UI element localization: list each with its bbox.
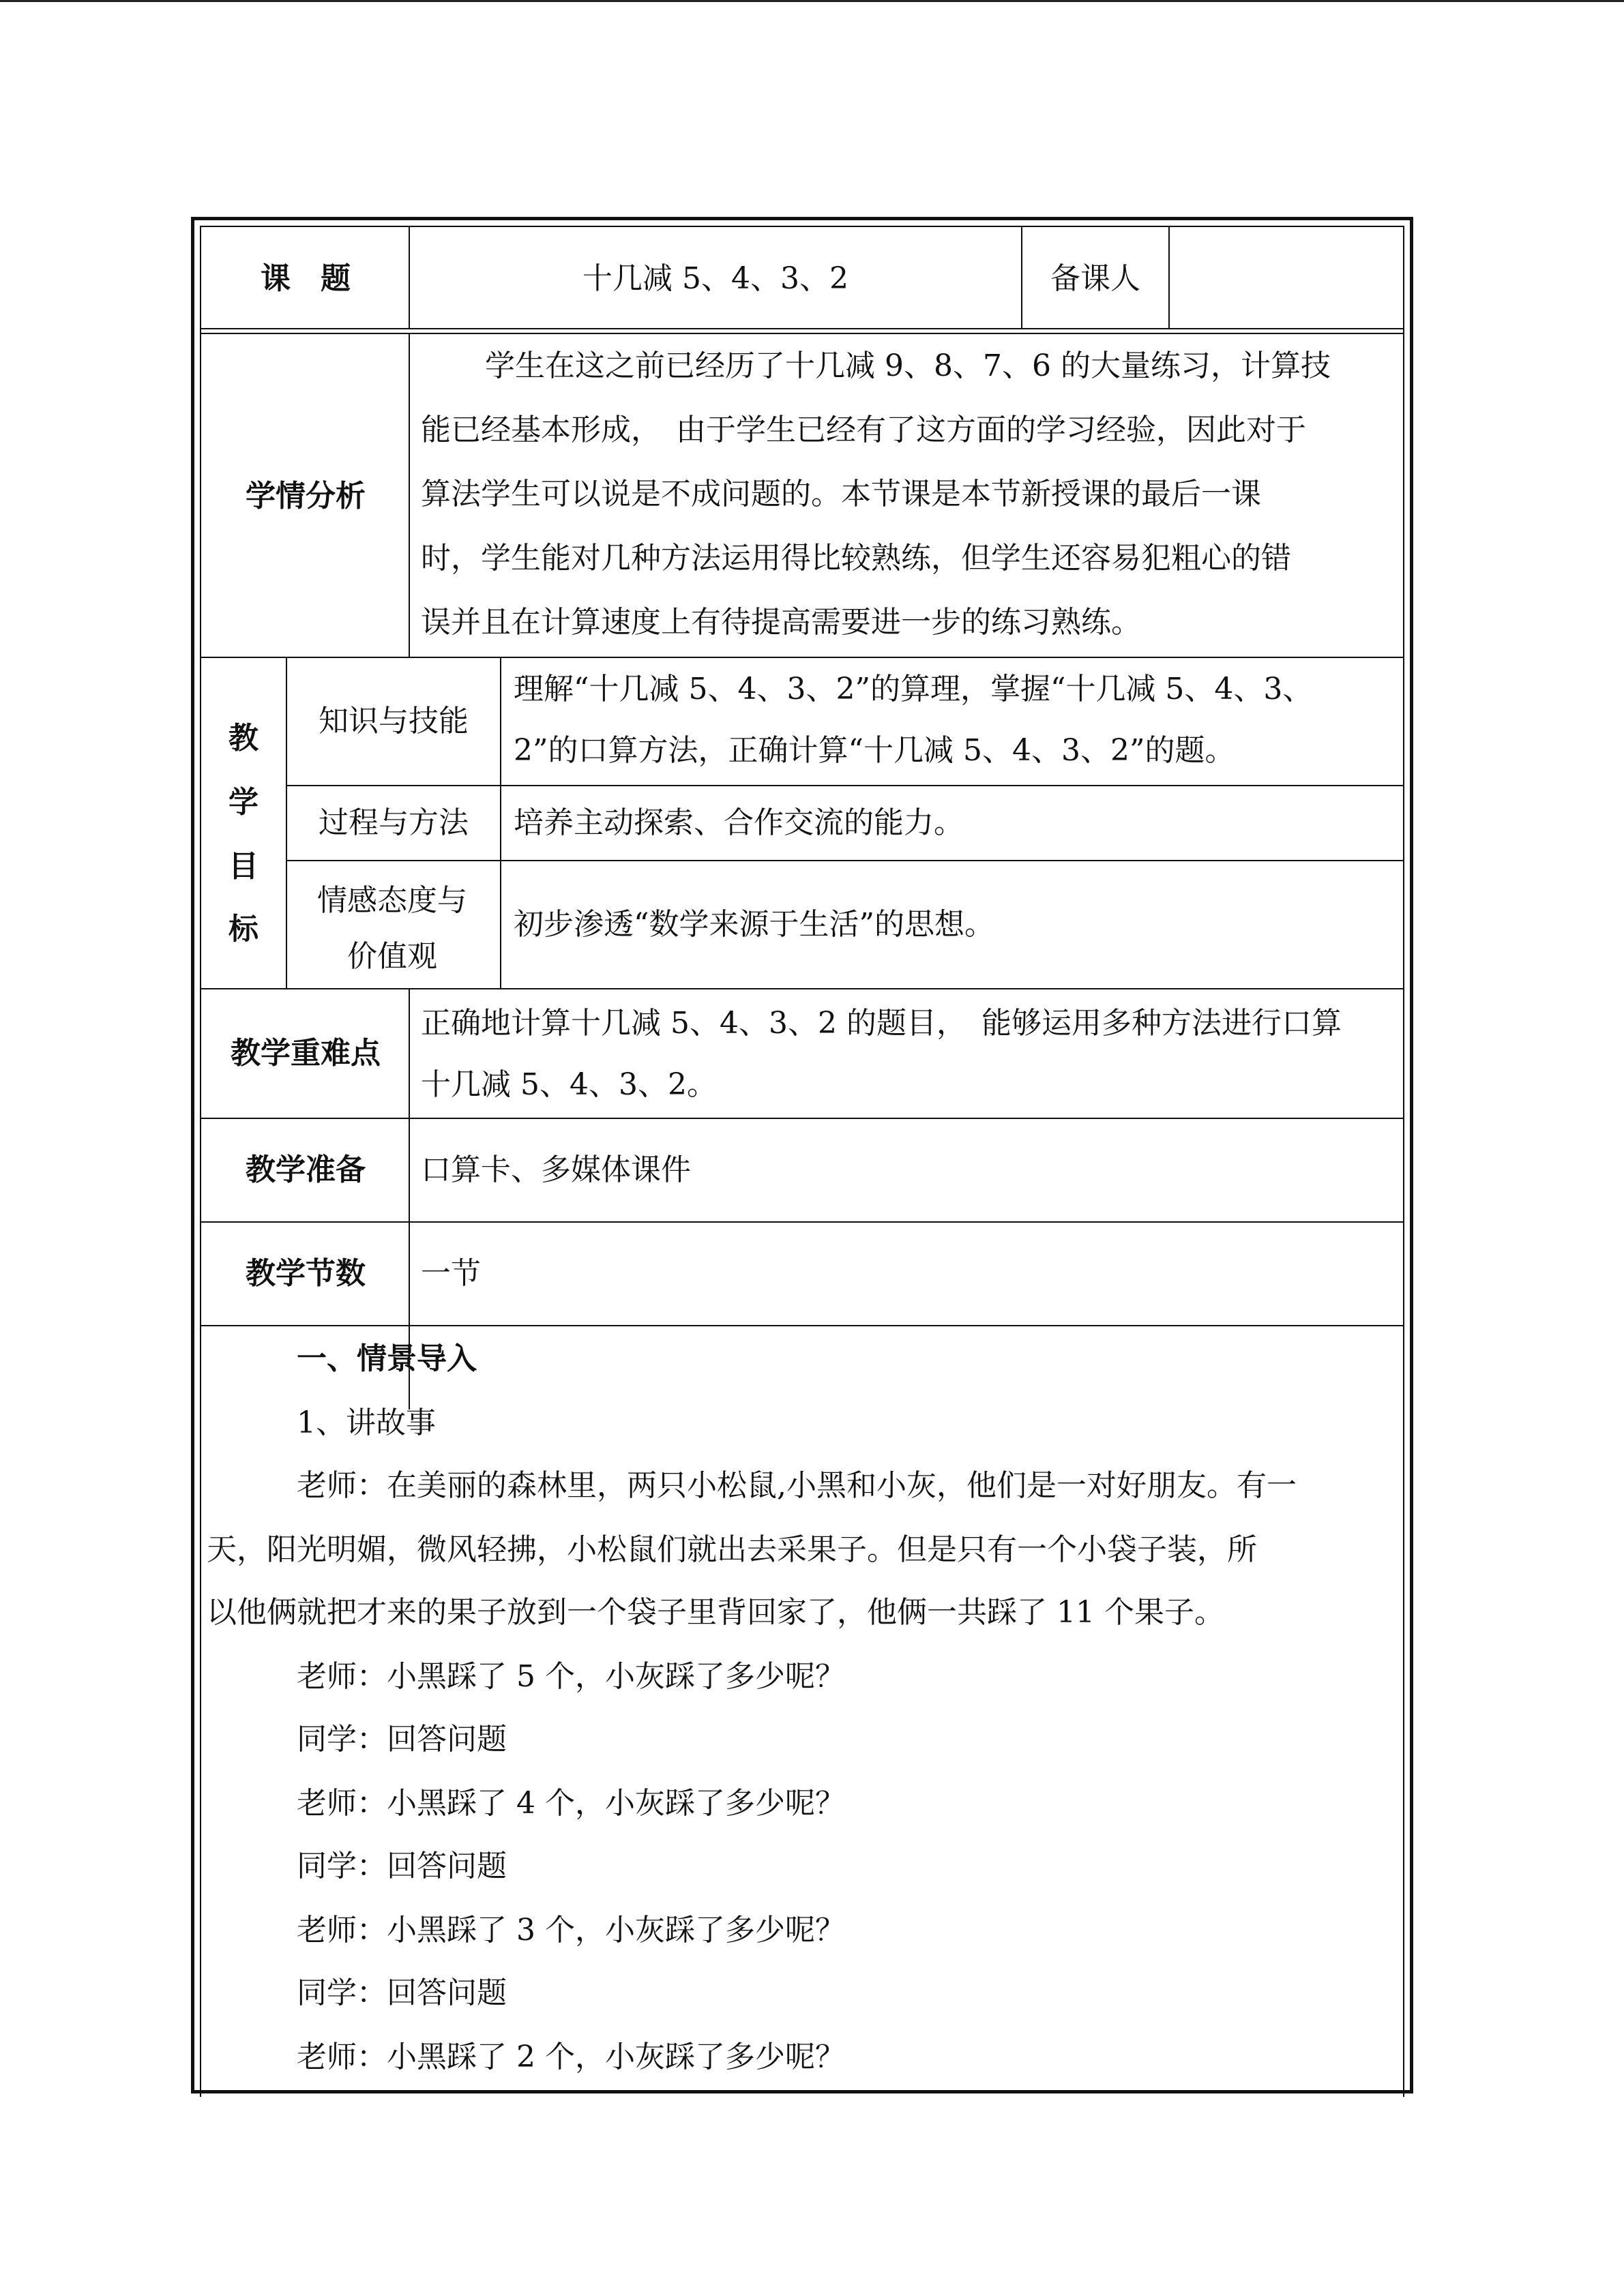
process-label xyxy=(287,786,500,860)
emotion-label-line-1: 情感态度与 xyxy=(317,883,467,918)
student-analysis-label-text: 学情分析 xyxy=(246,479,366,513)
analysis-line-1: 学生在这之前已经历了十几减 9、8、7、6 的大量练习，计算技 xyxy=(485,348,1331,383)
goals-char-4: 标 xyxy=(228,912,259,946)
knowledge-line-1: 理解“十几减 5、4、3、2”的算理，掌握“十几减 5、4、3、 xyxy=(514,672,1313,706)
analysis-line-5: 误并且在计算速度上有待提高需要进一步的练习熟练。 xyxy=(421,605,1141,640)
analysis-line-4: 时，学生能对几种方法运用得比较熟练，但学生还容易犯粗心的错 xyxy=(421,541,1291,576)
emotion-text-value: 初步渗透“数学来源于生活”的思想。 xyxy=(514,907,994,942)
dialogue-line-2: 同学：回答问题 xyxy=(297,1722,507,1757)
preparation-label xyxy=(203,1119,409,1221)
story-line-1: 老师：在美丽的森林里，两只小松鼠,小黑和小灰，他们是一对好朋友。有一 xyxy=(297,1468,1297,1503)
knowledge-label-text: 知识与技能 xyxy=(319,704,469,739)
preparer-value[interactable] xyxy=(1170,228,1402,329)
periods-text xyxy=(410,1223,1406,1325)
section-subheading: 1、讲故事 xyxy=(297,1405,436,1440)
periods-label xyxy=(203,1223,409,1325)
topic-value-text: 十几减 5、4、3、2 xyxy=(582,261,848,296)
teaching-goals-label xyxy=(203,658,286,988)
analysis-line-2: 能已经基本形成， 由于学生已经有了这方面的学习经验，因此对于 xyxy=(421,413,1306,447)
topic-label-text: 课 题 xyxy=(261,261,351,296)
dialogue-line-3: 老师：小黑踩了 4 个，小灰踩了多少呢？ xyxy=(297,1786,845,1821)
dialogue-line-6: 同学：回答问题 xyxy=(297,1976,507,2010)
knowledge-line-2: 2”的口算方法，正确计算“十几减 5、4、3、2”的题。 xyxy=(514,733,1235,768)
process-text xyxy=(501,786,1406,860)
knowledge-label xyxy=(287,658,500,785)
key-points-line-2: 十几减 5、4、3、2。 xyxy=(421,1067,717,1102)
preparation-text-value: 口算卡、多媒体课件 xyxy=(421,1152,691,1187)
preparation-text xyxy=(410,1119,1406,1221)
emotion-text xyxy=(501,861,1406,988)
periods-label-text: 教学节数 xyxy=(246,1256,366,1291)
analysis-line-3: 算法学生可以说是不成问题的。本节课是本节新授课的最后一课 xyxy=(421,477,1261,511)
preparer-label xyxy=(1022,228,1168,329)
key-points-label xyxy=(203,989,409,1118)
lesson-process xyxy=(203,1326,1403,2090)
dialogue-line-1: 老师：小黑踩了 5 个，小灰踩了多少呢？ xyxy=(297,1659,845,1694)
topic-value xyxy=(410,228,1021,329)
process-label-text: 过程与方法 xyxy=(319,805,469,840)
lesson-plan-table xyxy=(191,217,1413,2093)
key-points-label-text: 教学重难点 xyxy=(231,1036,381,1071)
dialogue-line-5: 老师：小黑踩了 3 个，小灰踩了多少呢？ xyxy=(297,1913,845,1948)
topic-label xyxy=(203,228,409,329)
emotion-label-line-2: 价值观 xyxy=(347,939,437,974)
student-analysis-text xyxy=(410,336,1406,657)
dialogue-line-4: 同学：回答问题 xyxy=(297,1849,507,1883)
story-line-3: 以他俩就把才来的果子放到一个袋子里背回家了，他俩一共踩了 11 个果子。 xyxy=(207,1595,1224,1630)
periods-text-value: 一节 xyxy=(421,1256,481,1291)
section-heading: 一、情景导入 xyxy=(297,1341,477,1376)
process-text-value: 培养主动探索、合作交流的能力。 xyxy=(514,805,964,840)
key-points-text xyxy=(410,989,1406,1118)
preparer-label-text: 备课人 xyxy=(1050,261,1140,296)
dialogue-line-7: 老师：小黑踩了 2 个，小灰踩了多少呢？ xyxy=(297,2040,845,2074)
goals-char-1: 教 xyxy=(228,721,259,756)
key-points-line-1: 正确地计算十几减 5、4、3、2 的题目， 能够运用多种方法进行口算 xyxy=(421,1006,1342,1041)
goals-char-2: 学 xyxy=(228,785,259,820)
goals-char-3: 目 xyxy=(228,849,259,884)
student-analysis-label xyxy=(203,336,409,657)
emotion-label xyxy=(287,861,500,988)
story-line-2: 天，阳光明媚，微风轻拂，小松鼠们就出去采果子。但是只有一个小袋子装，所 xyxy=(207,1532,1257,1567)
knowledge-text xyxy=(501,658,1406,785)
preparation-label-text: 教学准备 xyxy=(246,1152,366,1187)
page-top-border xyxy=(0,0,1624,2)
